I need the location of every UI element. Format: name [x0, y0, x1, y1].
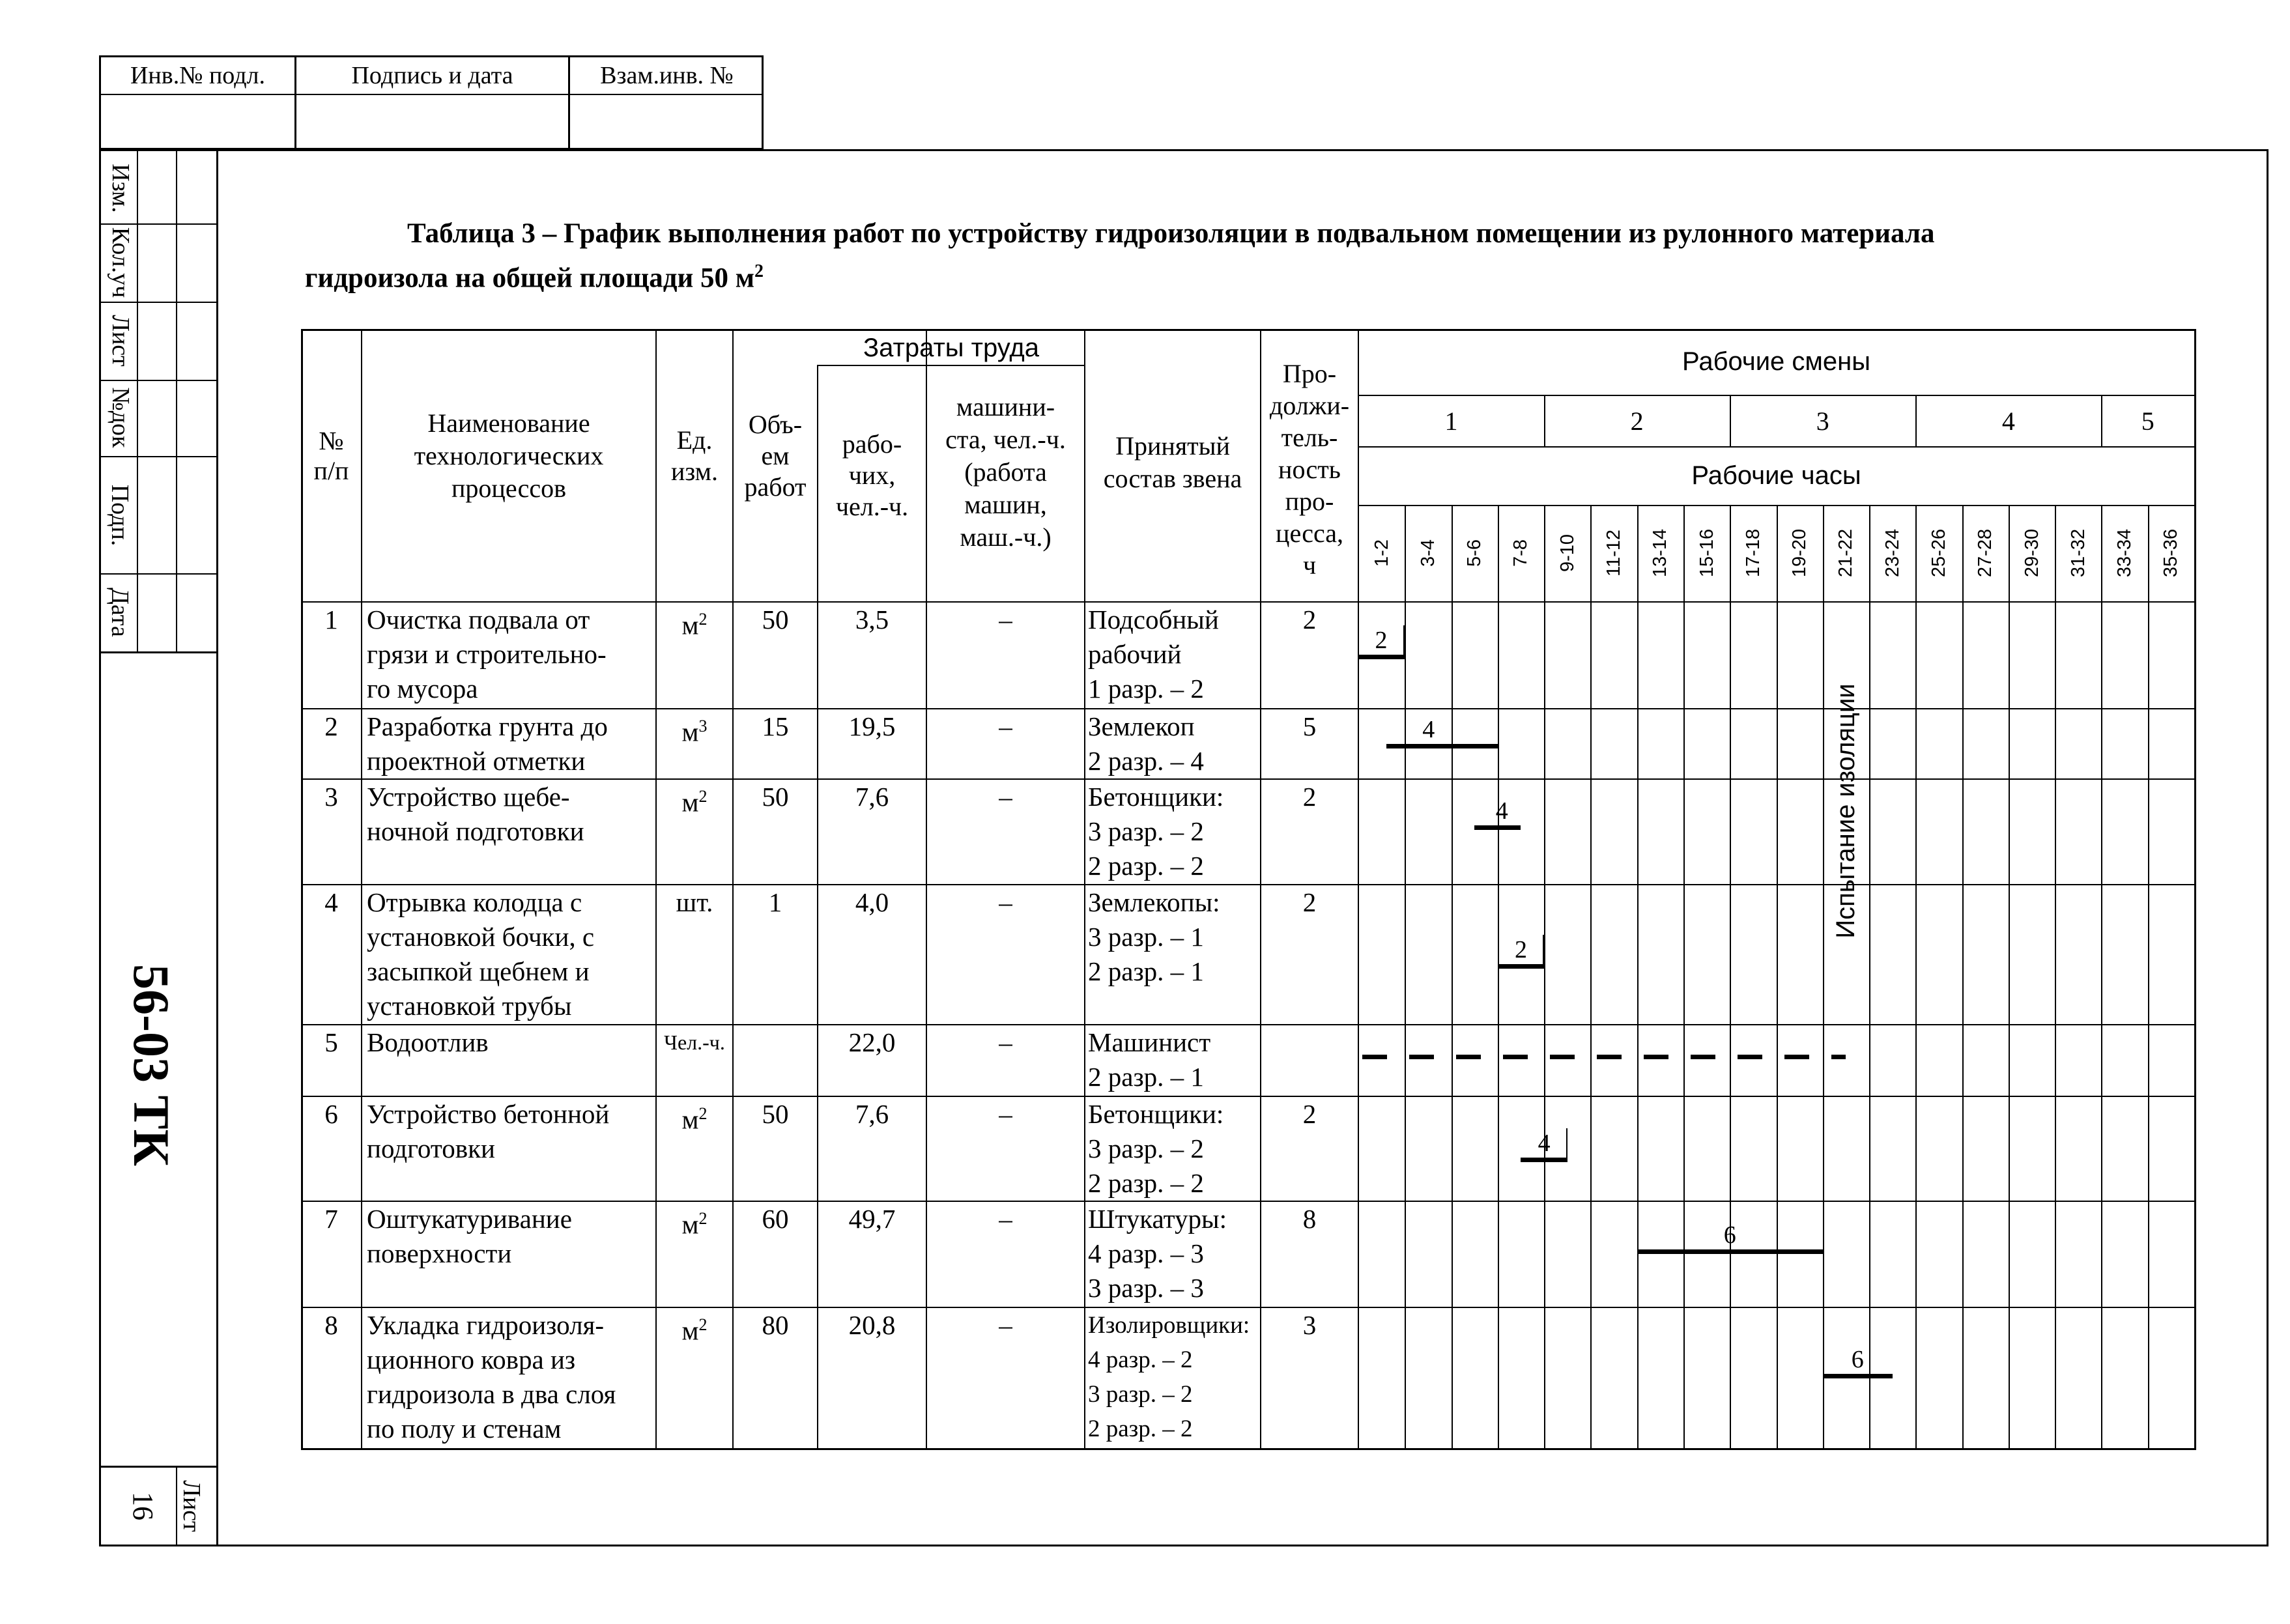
row-machine: – — [999, 711, 1012, 741]
row-duration: 2 — [1302, 887, 1317, 917]
gantt-bar — [1498, 964, 1544, 969]
table-border-top — [301, 329, 2194, 331]
gantt-bar-tick — [1543, 935, 1544, 964]
row-num: 8 — [324, 1310, 338, 1340]
row-num: 3 — [324, 782, 338, 812]
row-machine: – — [999, 1204, 1012, 1234]
stamp-sign-label: Подпись и дата — [351, 61, 513, 89]
header-crew: Принятый состав звена — [1103, 431, 1242, 493]
shift-number: 1 — [1444, 406, 1458, 436]
row-unit: $м^2$ — [681, 787, 708, 818]
row-name: Очистка подвала от грязи и строительно- го мусора — [367, 605, 607, 704]
gantt-bar-dash — [1456, 1055, 1481, 1059]
table-border-right — [2194, 329, 2196, 1448]
doc-code: 56-03 ТК — [123, 963, 180, 1167]
hour-range-label: 5-6 — [1464, 539, 1485, 567]
hour-range-label: 3-4 — [1417, 539, 1438, 567]
row-volume: 80 — [762, 1310, 789, 1340]
stamp-replace-label: Взам.инв. № — [600, 61, 734, 89]
gantt-bar-dash — [1691, 1055, 1715, 1059]
row-unit: $м^3$ — [681, 717, 708, 747]
gantt-bar — [1474, 825, 1521, 830]
row-crew: Штукатуры: 4 разр. – 3 3 разр. – 3 — [1088, 1204, 1227, 1303]
row-machine: – — [999, 605, 1012, 634]
insulation-test-note: Испытание изоляции — [1831, 683, 1861, 939]
hour-range-label: 1-2 — [1371, 539, 1392, 567]
row-volume: 50 — [762, 782, 789, 812]
gantt-bar-dash — [1409, 1055, 1434, 1059]
gantt-bar-dash — [1550, 1055, 1575, 1059]
row-unit: $м^2$ — [681, 610, 708, 640]
row-workers: 22,0 — [848, 1027, 896, 1057]
gantt-bar — [1386, 744, 1498, 748]
header-workers: рабо- чих, чел.-ч. — [835, 429, 909, 521]
row-crew: Изолировщики: 4 разр. – 2 3 разр. – 2 2 разр. – 2 — [1088, 1312, 1250, 1442]
row-unit: шт. — [676, 887, 713, 917]
gantt-bar — [1358, 655, 1405, 659]
gantt-bar-tick — [1566, 1128, 1567, 1158]
row-duration — [1261, 1025, 1358, 1059]
hour-range-label: 21-22 — [1835, 528, 1857, 578]
row-num: 4 — [324, 887, 338, 917]
gantt-bar-label: 6 — [1851, 1346, 1864, 1373]
hour-range-label: 7-8 — [1510, 539, 1532, 567]
shift-number: 5 — [2141, 406, 2154, 436]
hour-range-label: 23-24 — [1882, 528, 1903, 578]
row-workers: 19,5 — [848, 711, 896, 741]
hour-range-label: 9-10 — [1556, 534, 1578, 573]
row-num: 1 — [324, 605, 338, 634]
gantt-bar-dash — [1597, 1055, 1622, 1059]
row-unit: $м^2$ — [681, 1209, 708, 1240]
gantt-bar-label: 4 — [1422, 716, 1435, 743]
gantt-bar-dash — [1784, 1055, 1809, 1059]
row-workers: 20,8 — [848, 1310, 896, 1340]
row-volume: 15 — [762, 711, 789, 741]
gantt-bar-label: 4 — [1538, 1130, 1551, 1157]
row-crew: Бетонщики: 3 разр. – 2 2 разр. – 2 — [1088, 1099, 1224, 1198]
gantt-bar-label: 2 — [1375, 627, 1388, 654]
gantt-bar — [1637, 1249, 1823, 1254]
row-num: 6 — [324, 1099, 338, 1129]
sheet-number: 16 — [127, 1492, 159, 1520]
hour-range-label: 33-34 — [2114, 528, 2136, 578]
gantt-bar-dash — [1503, 1055, 1528, 1059]
row-volume — [733, 1025, 818, 1059]
row-name: Водоотлив — [367, 1027, 489, 1057]
row-workers: 3,5 — [855, 605, 889, 634]
row-duration: 3 — [1302, 1310, 1317, 1340]
side-podp-label: Подп. — [106, 484, 134, 547]
row-duration: 8 — [1302, 1204, 1317, 1234]
row-machine: – — [999, 887, 1012, 917]
row-name: Отрывка колодца с установкой бочки, с засыпкой щебнем и установкой трубы — [367, 887, 595, 1021]
hour-range-label: 17-18 — [1742, 528, 1764, 578]
row-workers: 7,6 — [855, 782, 889, 812]
hour-range-label: 29-30 — [2021, 528, 2042, 578]
header-machinists: машини- ста, чел.-ч. (работа машин, маш.-ч.) — [945, 392, 1066, 552]
header-hours: Рабочие часы — [1691, 461, 1861, 490]
hour-range-label: 11-12 — [1603, 529, 1625, 577]
row-machine: – — [999, 1099, 1012, 1129]
gantt-bar-dash — [1738, 1055, 1762, 1059]
labor-split-line — [818, 365, 1085, 366]
row-volume: 50 — [762, 1099, 789, 1129]
row-crew: Машинист 2 разр. – 1 — [1088, 1027, 1211, 1092]
row-machine: – — [999, 1310, 1012, 1340]
gantt-bar — [1521, 1158, 1567, 1162]
row-unit: $м^2$ — [681, 1315, 708, 1346]
gantt-bar-label: 4 — [1495, 797, 1508, 825]
row-duration: 2 — [1302, 782, 1317, 812]
row-unit: $м^2$ — [681, 1104, 708, 1135]
side-izm-label: Изм. — [107, 164, 134, 213]
gantt-bar-label: 6 — [1723, 1221, 1736, 1249]
row-name: Устройство щебе- ночной подготовки — [367, 782, 584, 846]
gantt-bar — [1823, 1374, 1893, 1378]
row-crew: Землекопы: 3 разр. – 1 2 разр. – 1 — [1088, 887, 1220, 986]
row-machine: – — [999, 782, 1012, 812]
table-title-line1: Таблица 3 – График выполнения работ по устройству гидроизоляции в подвальном помещении из рулонного материала — [407, 218, 1935, 249]
row-workers: 4,0 — [855, 887, 889, 917]
row-workers: 49,7 — [848, 1204, 896, 1234]
header-shifts: Рабочие смены — [1682, 347, 1870, 376]
shift-number: 4 — [2001, 406, 2015, 436]
row-volume: 60 — [762, 1204, 789, 1234]
shift-number: 2 — [1630, 406, 1644, 436]
row-num: 2 — [324, 711, 338, 741]
row-crew: Бетонщики: 3 разр. – 2 2 разр. – 2 — [1088, 782, 1224, 881]
side-ndok-label: №док — [107, 387, 134, 448]
header-num: № п/п — [313, 426, 349, 485]
hour-range-label: 35-36 — [2160, 528, 2182, 578]
header-unit: Ед. изм. — [671, 425, 718, 486]
row-duration: 2 — [1302, 605, 1317, 634]
row-volume: 50 — [762, 605, 789, 634]
hour-range-label: 15-16 — [1696, 528, 1717, 578]
hour-range-label: 25-26 — [1928, 528, 1949, 578]
row-name: Устройство бетонной подготовки — [367, 1099, 610, 1163]
gantt-bar-label: 2 — [1514, 936, 1527, 963]
row-duration: 5 — [1302, 711, 1317, 741]
header-duration: Про- должи- тель- ность про- цесса, ч — [1269, 358, 1350, 580]
row-crew: Землекоп 2 разр. – 4 — [1088, 711, 1204, 776]
hour-range-label: 13-14 — [1650, 528, 1671, 578]
header-labor: Затраты труда — [863, 334, 1040, 362]
row-name: Укладка гидроизоля- ционного ковра из гидроизола в два слоя по полу и стенам — [367, 1310, 616, 1444]
gantt-bar-dash — [1831, 1055, 1846, 1059]
side-date-label: Дата — [106, 588, 134, 637]
row-unit: Чел.-ч. — [664, 1031, 725, 1054]
header-name: Наименование технологических процессов — [414, 408, 604, 503]
hour-range-label: 31-32 — [2067, 528, 2089, 578]
row-crew: Подсобный рабочий 1 разр. – 2 — [1088, 605, 1219, 704]
row-num: 5 — [324, 1027, 338, 1057]
header-volume: Объ- ем работ — [744, 410, 807, 502]
gantt-bar-dash — [1362, 1055, 1387, 1059]
row-name: Разработка грунта до проектной отметки — [367, 711, 608, 776]
table-title-line2: гидроизола на общей площади 50 $м^2$ — [305, 261, 764, 294]
row-name: Оштукатуривание поверхности — [367, 1204, 572, 1268]
row-workers: 7,6 — [855, 1099, 889, 1129]
table-border-bottom — [301, 1448, 2196, 1450]
hour-range-label: 27-28 — [1975, 528, 1996, 578]
row-volume: 1 — [768, 887, 782, 917]
hour-range-label: 19-20 — [1789, 528, 1811, 578]
shift-number: 3 — [1816, 406, 1829, 436]
row-machine: – — [999, 1027, 1012, 1057]
gantt-bar-tick — [1403, 625, 1405, 655]
side-list-label: Лист — [107, 315, 134, 367]
row-duration: 2 — [1302, 1099, 1317, 1129]
gantt-bar-dash — [1644, 1055, 1668, 1059]
side-kolych-label: Кол.уч — [107, 227, 134, 298]
sheet-label: Лист — [178, 1480, 205, 1532]
row-num: 7 — [324, 1204, 338, 1234]
stamp-inv-label: Инв.№ подл. — [130, 61, 265, 89]
